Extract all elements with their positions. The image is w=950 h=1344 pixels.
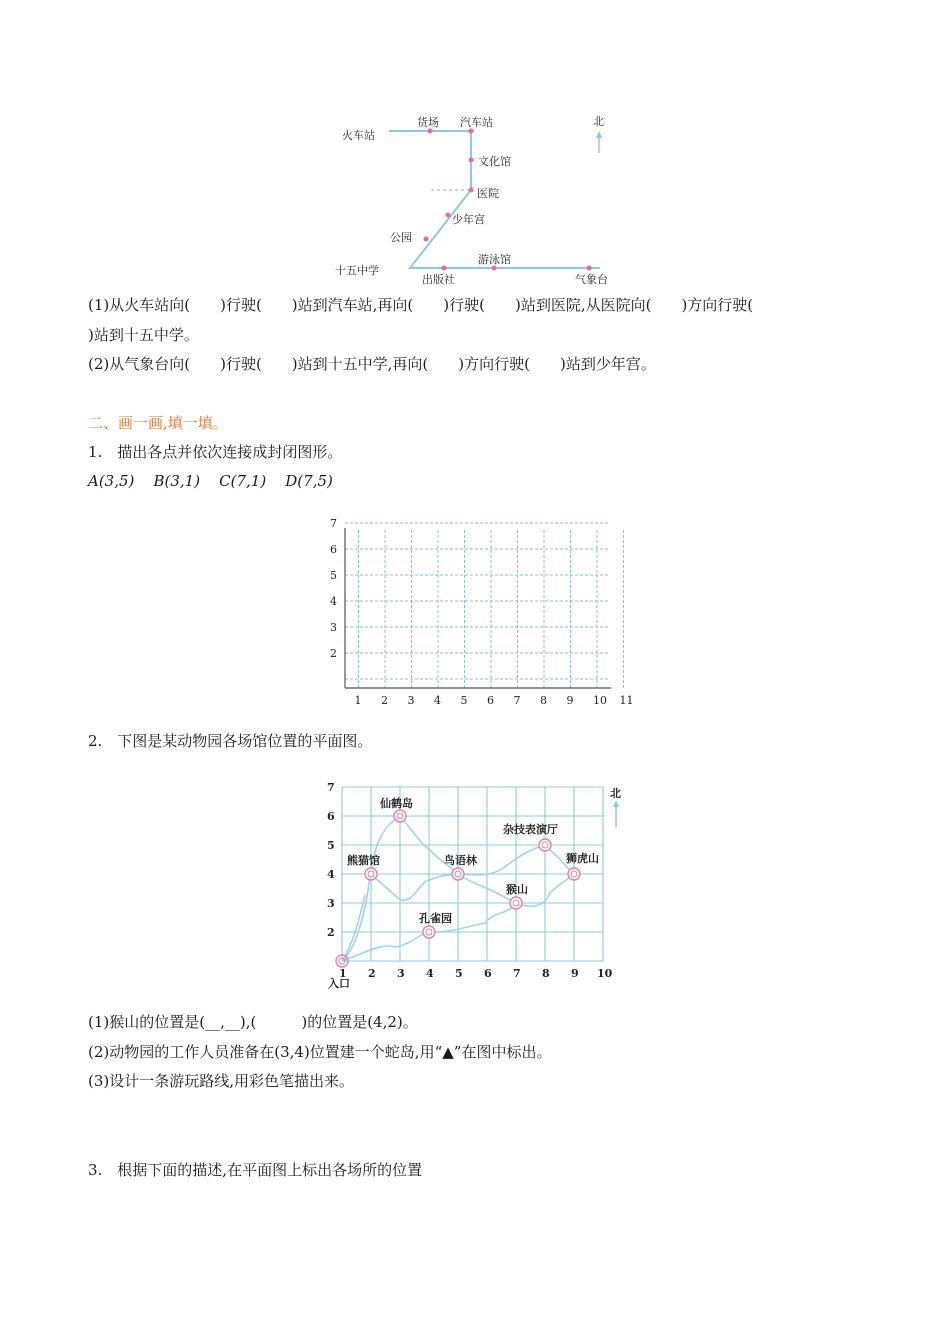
venue-label: 熊猫馆 — [347, 854, 380, 867]
stop-dot — [469, 158, 474, 163]
point-d: D(7,5) — [285, 472, 333, 490]
zoo-x-tick-label: 3 — [397, 967, 405, 980]
station-label: 文化馆 — [478, 155, 511, 168]
zoo-x-tick-label: 5 — [455, 967, 463, 980]
venue-marker — [394, 810, 406, 822]
station-label: 医院 — [477, 187, 499, 200]
station-label: 十五中学 — [335, 264, 379, 277]
route-map — [320, 105, 640, 295]
venue-label: 鸟语林 — [444, 854, 477, 867]
stop-dot — [492, 266, 497, 271]
zoo-x-tick-label: 8 — [542, 967, 550, 980]
entrance-label: 入口 — [328, 977, 350, 990]
venue-marker — [423, 926, 435, 938]
x-tick-label: 10 — [593, 694, 607, 707]
station-label: 火车站 — [342, 129, 375, 142]
item-2-title: 2. 下图是某动物园各场馆位置的平面图。 — [88, 732, 373, 750]
item-1-instruction: 1. 描出各点并依次连接成封闭图形。 — [88, 443, 343, 461]
zoo-x-tick-label: 4 — [426, 967, 434, 980]
y-tick-label: 6 — [330, 543, 337, 556]
item-3-title: 3. 根据下面的描述,在平面图上标出各场所的位置 — [88, 1161, 423, 1179]
y-tick-label: 2 — [330, 647, 337, 660]
north-label: 北 — [593, 115, 604, 128]
station-label: 游泳馆 — [478, 253, 511, 266]
north-label: 北 — [610, 787, 621, 800]
points-list — [88, 471, 333, 491]
stop-dot — [442, 266, 447, 271]
venue-marker — [568, 868, 580, 880]
stop-dot — [587, 266, 592, 271]
zoo-x-tick-label: 1 — [339, 967, 347, 980]
x-tick-label: 5 — [460, 694, 468, 707]
x-tick-label: 1 — [354, 694, 362, 707]
venue-label: 仙鹤岛 — [380, 797, 413, 810]
venue-marker — [539, 839, 551, 851]
zoo-y-tick-label: 7 — [327, 781, 335, 794]
q2-part1: (1)猴山的位置是(__,__),( )的位置是(4,2)。 — [88, 1013, 418, 1031]
zoo-x-tick-label: 10 — [597, 967, 613, 980]
north-arrow-icon — [613, 800, 619, 807]
q2-part3: (3)设计一条游玩路线,用彩色笔描出来。 — [88, 1072, 355, 1090]
x-tick-label: 2 — [381, 694, 388, 707]
y-tick-label: 5 — [330, 569, 337, 582]
coordinate-grid[interactable] — [320, 517, 634, 710]
q1-part1-line1: (1)从火车站向( )行驶( )站到汽车站,再向( )行驶( )站到医院,从医院向( )方向行驶( — [88, 296, 754, 314]
zoo-x-tick-label: 2 — [368, 967, 376, 980]
x-tick-label: 11 — [619, 694, 634, 707]
x-tick-label: 4 — [434, 694, 441, 707]
station-label: 少年宫 — [452, 213, 485, 226]
zoo-y-tick-label: 6 — [327, 810, 335, 823]
station-label: 货场 — [417, 116, 439, 129]
q1-part2: (2)从气象台向( )行驶( )站到十五中学,再向( )方向行驶( )站到少年宫。 — [88, 355, 656, 373]
stop-dot — [428, 129, 433, 134]
zoo-map — [320, 775, 640, 995]
stop-dot — [469, 129, 474, 134]
q2-part2: (2)动物园的工作人员准备在(3,4)位置建一个蛇岛,用“▲”在图中标出。 — [88, 1043, 552, 1061]
x-tick-label: 6 — [487, 694, 494, 707]
station-label: 出版社 — [422, 273, 455, 286]
y-tick-label: 7 — [330, 517, 337, 530]
point-c: C(7,1) — [219, 472, 267, 490]
station-label: 汽车站 — [460, 116, 493, 129]
zoo-y-tick-label: 2 — [327, 926, 335, 939]
x-tick-label: 9 — [566, 694, 574, 707]
station-label: 气象台 — [575, 273, 608, 286]
x-tick-label: 8 — [540, 694, 547, 707]
stop-dot — [446, 213, 451, 218]
venue-marker — [452, 868, 464, 880]
zoo-y-tick-label: 4 — [327, 868, 335, 881]
venue-marker — [365, 868, 377, 880]
zoo-x-tick-label: 6 — [484, 967, 492, 980]
venue-marker — [510, 897, 522, 909]
section-heading: 二、画一画,填一填。 — [88, 414, 228, 432]
venue-label: 杂技表演厅 — [503, 823, 558, 836]
venue-label: 狮虎山 — [566, 852, 599, 865]
stop-dot — [424, 237, 429, 242]
zoo-x-tick-label: 7 — [513, 967, 521, 980]
venue-label: 猴山 — [506, 883, 528, 896]
station-label: 公园 — [390, 231, 412, 244]
point-b: B(3,1) — [153, 472, 201, 490]
zoo-y-tick-label: 3 — [327, 897, 335, 910]
q1-part1-line2: )站到十五中学。 — [88, 326, 199, 344]
venue-label: 孔雀园 — [419, 912, 452, 925]
y-tick-label: 3 — [330, 621, 337, 634]
zoo-y-tick-label: 5 — [327, 839, 335, 852]
point-a: A(3,5) — [88, 472, 135, 490]
y-tick-label: 4 — [330, 595, 337, 608]
stop-dot — [469, 188, 474, 193]
north-arrow-icon — [596, 131, 602, 138]
x-tick-label: 3 — [407, 694, 415, 707]
zoo-x-tick-label: 9 — [571, 967, 579, 980]
x-tick-label: 7 — [513, 694, 521, 707]
